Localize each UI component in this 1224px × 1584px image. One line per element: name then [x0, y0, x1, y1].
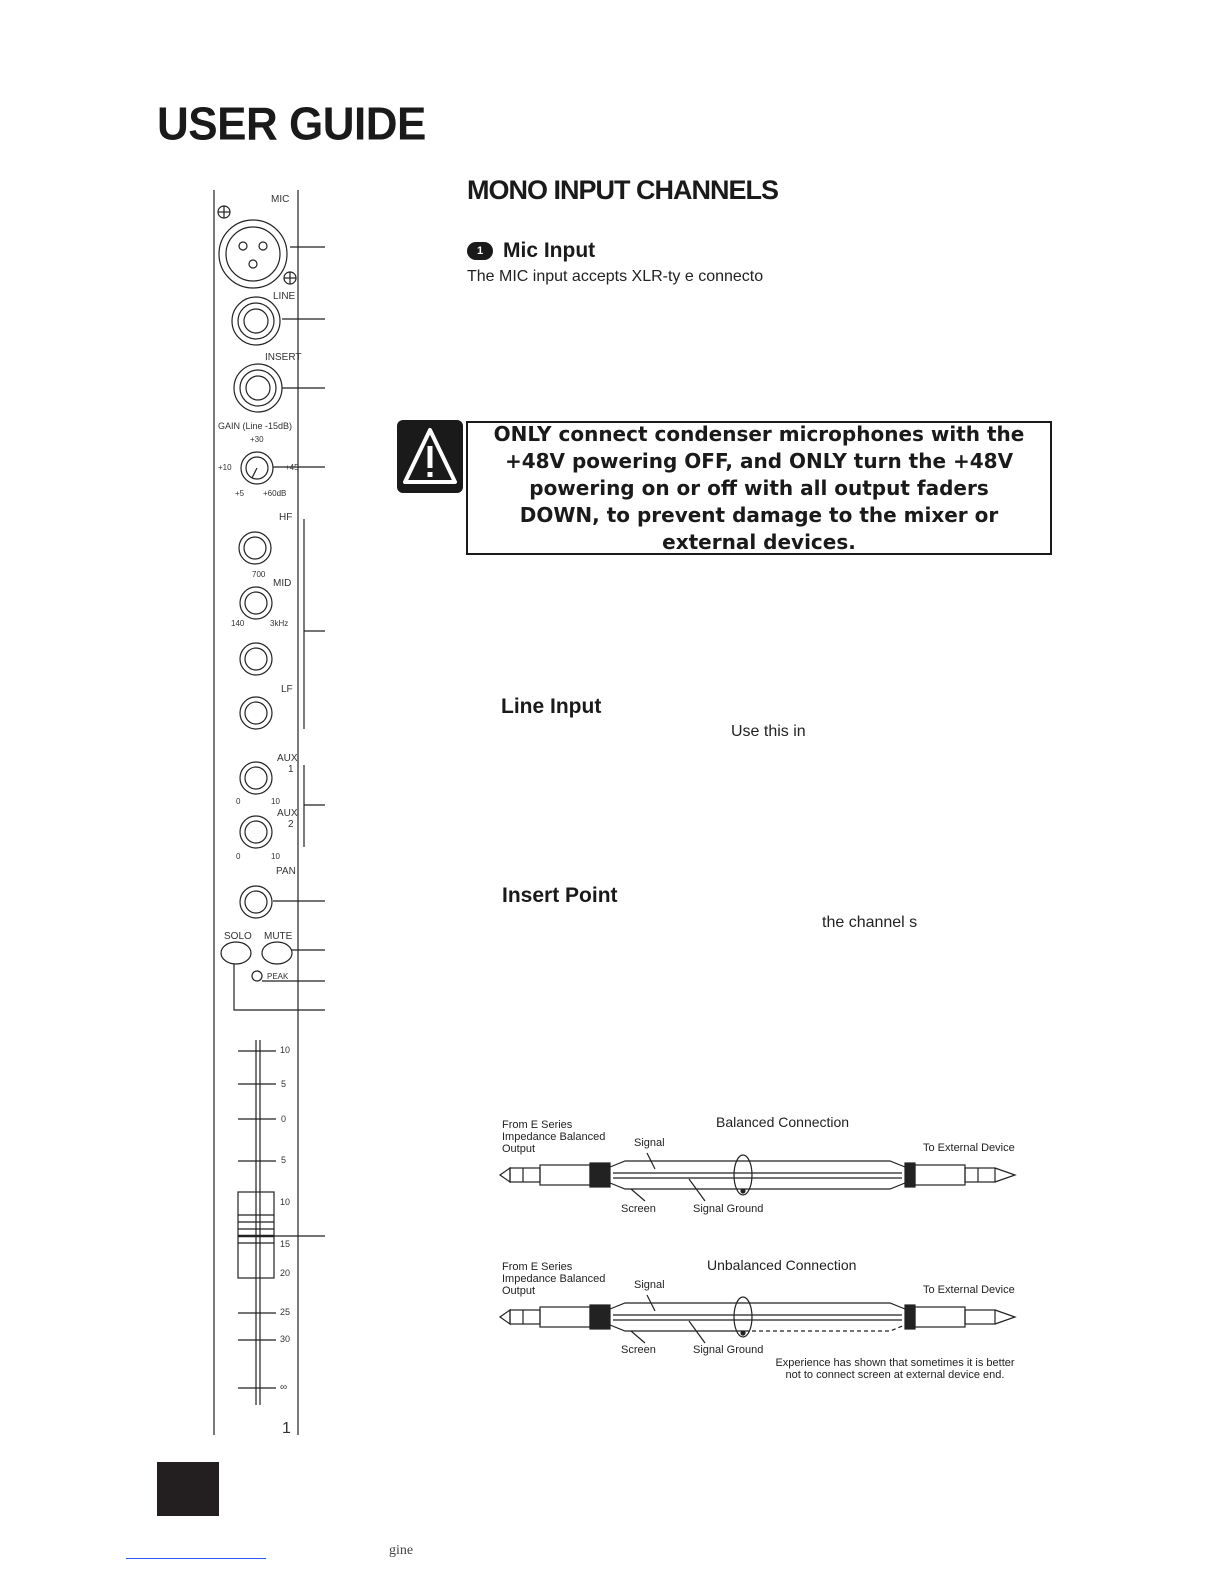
section-title: MONO INPUT CHANNELS — [467, 175, 778, 205]
mid-label: MID — [273, 578, 292, 589]
fader-scale-label: 10 — [280, 1045, 291, 1055]
mute-button[interactable] — [262, 942, 292, 966]
line-input-text: Use this in — [731, 723, 806, 740]
line-label: LINE — [273, 291, 296, 302]
balanced-from: From E Series Impedance Balanced Output — [502, 1119, 606, 1155]
section-number-badge: 1 — [467, 242, 493, 260]
mic-input-text: The MIC input accepts XLR-ty e connecto — [467, 268, 764, 285]
peak-label: PEAK — [267, 972, 289, 981]
fader-scale-label: 30 — [280, 1334, 291, 1344]
page-number-block — [157, 1462, 219, 1516]
channel-number: 1 — [282, 1420, 291, 1437]
fader-scale-label: 20 — [280, 1268, 291, 1278]
balanced-to: To External Device — [923, 1142, 1015, 1154]
unbalanced-cable-diagram — [495, 1287, 1025, 1347]
balanced-signal: Signal — [634, 1137, 665, 1149]
lf-label: LF — [281, 684, 293, 695]
aux1-number: 1 — [288, 764, 294, 775]
unbalanced-from: From E Series Impedance Balanced Output — [502, 1261, 606, 1297]
fader-scale-label: 5 — [281, 1079, 287, 1089]
warning-triangle-icon — [397, 420, 463, 493]
balanced-screen: Screen — [621, 1203, 656, 1215]
fader-scale-label: 5 — [281, 1155, 287, 1165]
mute-label: MUTE — [264, 931, 293, 942]
insert-label: INSERT — [265, 352, 302, 363]
page-title: USER GUIDE — [157, 98, 426, 151]
aux1-max: 10 — [271, 797, 280, 806]
unbalanced-title: Unbalanced Connection — [707, 1257, 857, 1273]
footer-link[interactable] — [126, 1558, 266, 1559]
insert-point-heading: Insert Point — [502, 884, 618, 907]
unbalanced-note: Experience has shown that sometimes it is better not to connect screen at external device end. — [775, 1357, 1015, 1381]
unbalanced-signal: Signal — [634, 1279, 665, 1291]
mid-top-label: 700 — [252, 570, 266, 579]
balanced-ground: Signal Ground — [693, 1203, 764, 1215]
gain-right-label: +45 — [285, 463, 299, 472]
unbalanced-to: To External Device — [923, 1284, 1015, 1296]
aux1-min: 0 — [236, 797, 241, 806]
hf-label: HF — [279, 512, 293, 523]
warning-text: ONLY connect condenser microphones with the +48V powering OFF, and ONLY turn the +48V powering on or off with all output faders DOWN, to prevent damage to the mixer or external devices. — [493, 421, 1025, 554]
solo-label: SOLO — [224, 931, 252, 942]
balanced-cable-diagram — [495, 1145, 1025, 1205]
gain-left-label: +10 — [218, 463, 232, 472]
aux2-min: 0 — [236, 852, 241, 861]
insert-point-text: the channel s — [822, 914, 918, 931]
aux2-number: 2 — [288, 819, 294, 830]
unbalanced-screen: Screen — [621, 1344, 656, 1356]
unbalanced-ground: Signal Ground — [693, 1344, 764, 1356]
mic-input-heading-text: Mic Input — [503, 239, 596, 262]
mic-input-heading — [467, 239, 595, 263]
mid-low-label: 140 — [231, 619, 245, 628]
gain-label: GAIN (Line -15dB) — [218, 421, 293, 431]
fader-scale-label: 10 — [280, 1197, 291, 1207]
gain-top-label: +30 — [250, 435, 264, 444]
mid-high-label: 3kHz — [270, 619, 289, 628]
fader-scale-label: 25 — [280, 1307, 291, 1317]
warning-box — [466, 421, 1052, 555]
pan-label: PAN — [276, 866, 296, 877]
mic-label: MIC — [271, 194, 290, 205]
balanced-title: Balanced Connection — [716, 1114, 850, 1130]
solo-button[interactable] — [222, 942, 252, 966]
fader-scale-label: 0 — [281, 1114, 287, 1124]
footer-text: gine — [389, 1543, 414, 1558]
aux2-label: AUX — [277, 808, 298, 819]
aux2-max: 10 — [271, 852, 280, 861]
channel-fader[interactable] — [238, 1192, 274, 1278]
aux1-label: AUX — [277, 753, 298, 764]
gain-bottom-right-label: +60dB — [263, 489, 287, 498]
gain-bottom-left-label: +5 — [235, 489, 245, 498]
fader-scale-label: 15 — [280, 1239, 291, 1249]
line-input-heading: Line Input — [501, 695, 602, 718]
fader-scale-label: ∞ — [280, 1382, 288, 1393]
